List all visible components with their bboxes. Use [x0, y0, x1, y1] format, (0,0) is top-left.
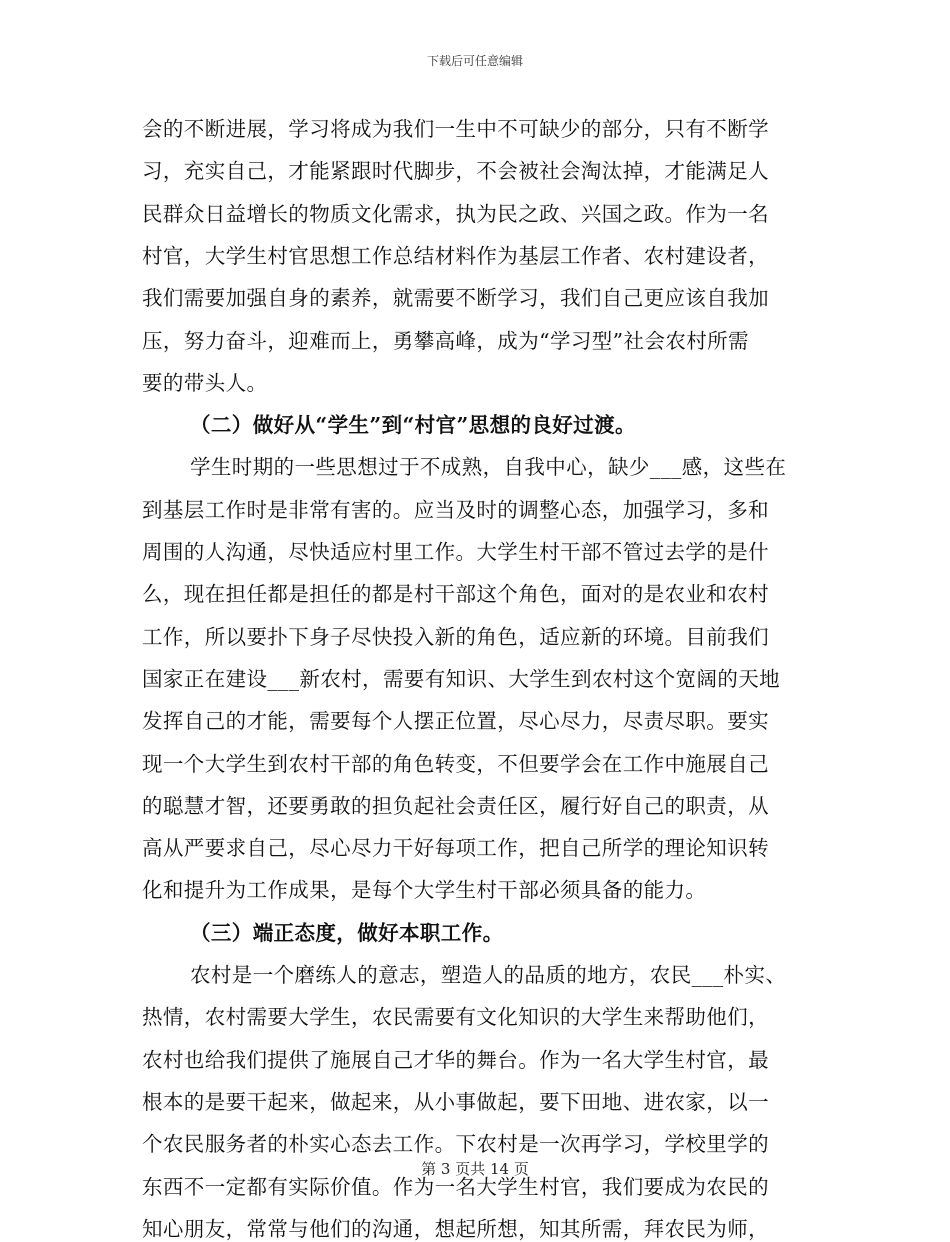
text-line: 现一个大学生到农村干部的角色转变，不但要学会在工作中施展自己 — [142, 751, 769, 776]
text-line: 会的不断进展，学习将成为我们一生中不可缺少的部分，只有不断学 — [142, 117, 769, 141]
section-heading: （三）端正态度，做好本职工作。 — [190, 920, 504, 945]
text-line: 国家正在建设___新农村，需要有知识、大学生到农村这个宽阔的天地 — [142, 666, 781, 691]
page-header: 下载后可任意编辑 — [426, 54, 523, 68]
text-line: 我们需要加强自身的素养，就需要不断学习，我们自己更应该自我加 — [142, 286, 769, 311]
text-line: 的聪慧才智，还要勇敢的担负起社会责任区，履行好自己的职责，从 — [142, 793, 769, 818]
text-line: 个农民服务者的朴实心态去工作。下农村是一次再学习，学校里学的 — [142, 1132, 769, 1157]
text-line: 么，现在担任都是担任的都是村干部这个角色，面对的是农业和农村 — [142, 582, 769, 607]
text-line: 工作，所以要扑下身子尽快投入新的角色，适应新的环境。目前我们 — [142, 624, 769, 649]
text-line: 村官，大学生村官思想工作总结材料作为基层工作者、农村建设者， — [142, 243, 769, 268]
text-line: 农村也给我们提供了施展自己才华的舞台。作为一名大学生村官，最 — [142, 1047, 769, 1072]
text-line: 要的带头人。 — [142, 370, 268, 395]
text-line: 民群众日益增长的物质文化需求，执为民之政、兴国之政。作为一名 — [142, 201, 769, 226]
text-line: 农村是一个磨练人的意志，塑造人的品质的地方，农民___朴实、 — [190, 963, 787, 987]
text-line: 学生时期的一些思想过于不成熟，自我中心，缺少___感，这些在 — [190, 455, 787, 480]
text-line: 东西不一定都有实际价值。作为一名大学生村官，我们要成为农民的 — [142, 1174, 769, 1199]
text-line: 到基层工作时是非常有害的。应当及时的调整心态，加强学习，多和 — [142, 497, 769, 522]
section-heading: （二）做好从“学生”到“村官”思想的良好过渡。 — [190, 413, 636, 438]
text-line: 化和提升为工作成果，是每个大学生村干部必须具备的能力。 — [142, 878, 707, 903]
text-line: 根本的是要干起来，做起来，从小事做起，要下田地、进农家，以一 — [142, 1089, 769, 1114]
text-line: 发挥自己的才能，需要每个人摆正位置，尽心尽力，尽责尽职。要实 — [142, 709, 769, 734]
text-line: 习，充实自己，才能紧跟时代脚步，不会被社会淘汰掉，才能满足人 — [142, 159, 769, 184]
page-footer: 第 3 页共 14 页 — [421, 1160, 529, 1178]
text-line: 周围的人沟通，尽快适应村里工作。大学生村干部不管过去学的是什 — [142, 540, 769, 564]
text-line: 热情，农村需要大学生，农民需要有文化知识的大学生来帮助他们， — [142, 1005, 769, 1030]
text-line: 高从严要求自己，尽心尽力干好每项工作，把自己所学的理论知识转 — [142, 836, 769, 861]
text-line: 知心朋友，常常与他们的沟通，想起所想，知其所需，拜农民为师， — [142, 1216, 769, 1241]
text-line: 压，努力奋斗，迎难而上，勇攀高峰，成为“学习型”社会农村所需 — [142, 328, 749, 353]
